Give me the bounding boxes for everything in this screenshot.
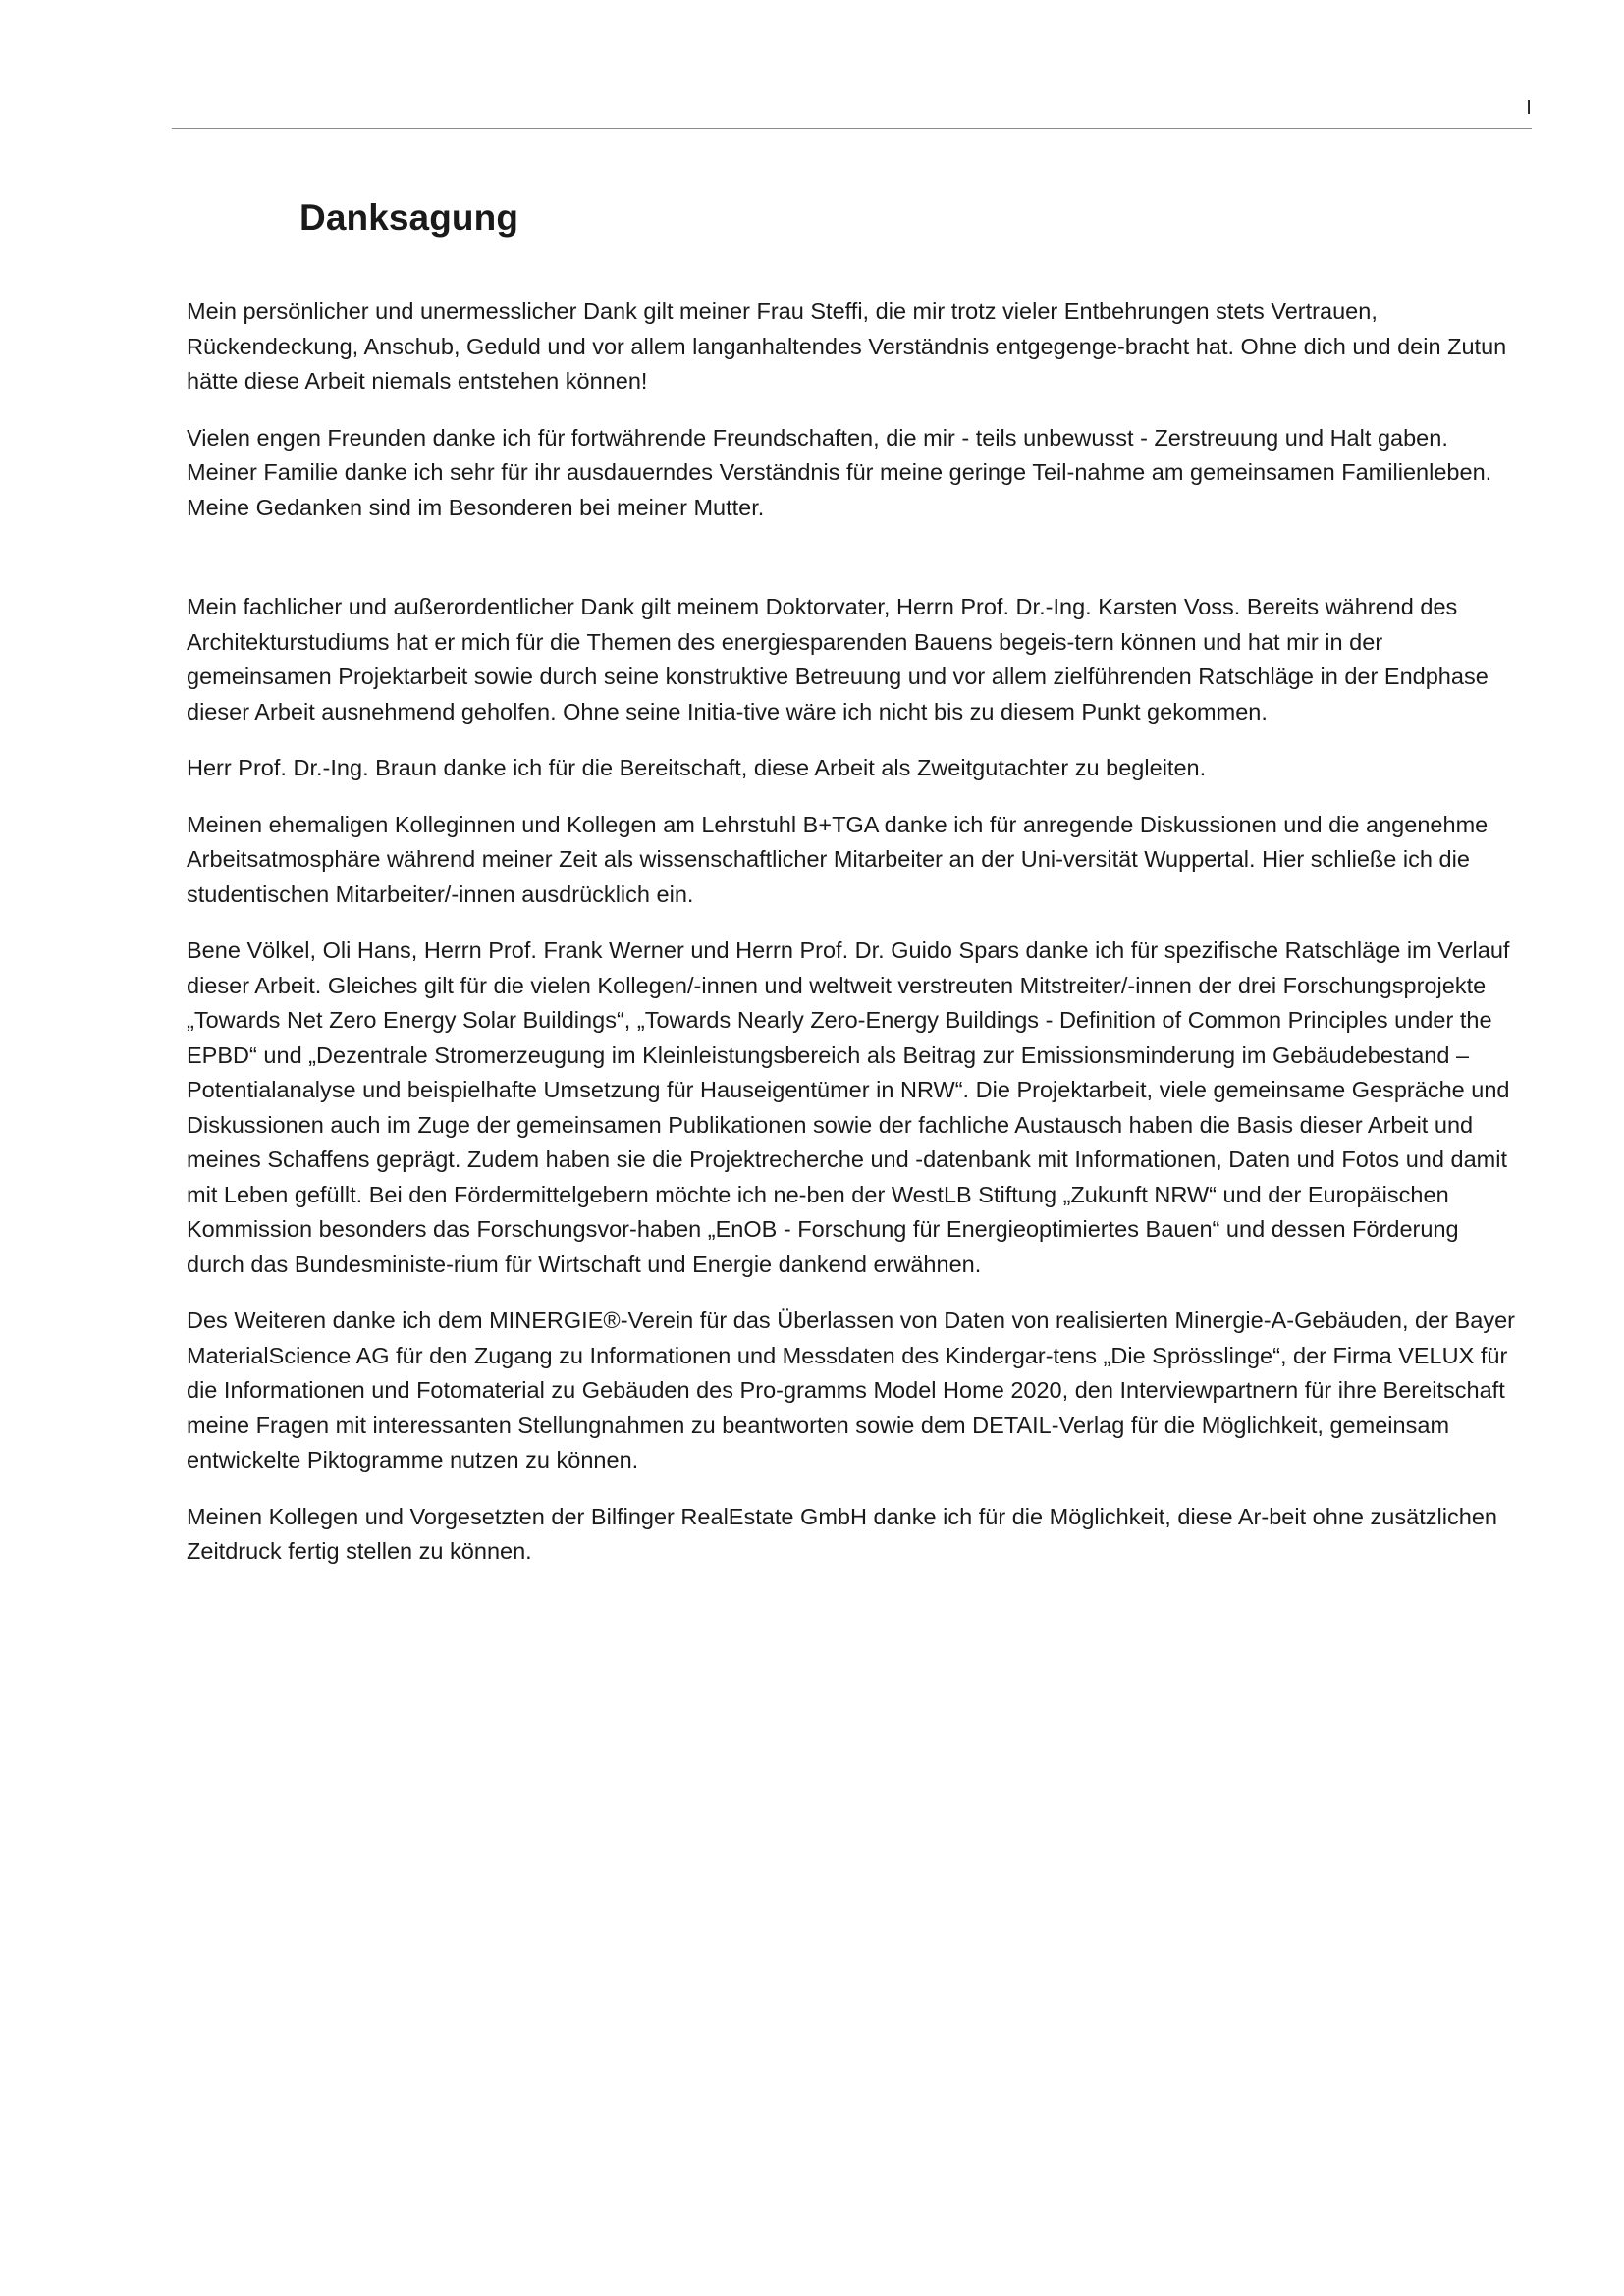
paragraph: Meinen ehemaligen Kolleginnen und Kollegen am Lehrstuhl B+TGA danke ich für anregende Diskussionen und die angenehme Arbeitsatmosphäre während meiner Zeit als wissenschaftlicher Mitarbeiter an der Uni-versität Wuppertal. Hier schließe ich die studentischen Mitarbeiter/-innen ausdrücklich ein. — [187, 811, 1489, 907]
page-title: Danksagung — [299, 197, 519, 238]
paragraph: Des Weiteren danke ich dem MINERGIE®-Verein für das Überlassen von Daten von realisierten Minergie-A-Gebäuden, der Bayer MaterialScience AG für den Zugang zu Informationen und Messdaten des Kindergar-tens „Die Sprösslinge“, der Firma VELUX für die Informationen und Fotomaterial zu Gebäuden des Pro-gramms Model Home 2020, den Interviewpartnern für ihre Bereitschaft meine Fragen mit interessanten Stellungnahmen zu beantworten sowie dem DETAIL-Verlag für die Möglichkeit, gemeinsam entwickelte Piktogramme nutzen zu können. — [187, 1308, 1516, 1472]
paragraph: Mein fachlicher und außerordentlicher Dank gilt meinem Doktorvater, Herrn Prof. Dr.-Ing. Karsten Voss. Bereits während des Architekturstudiums hat er mich für die Themen des energiesparenden Bauens begeis-tern können und hat mir in der gemeinsamen Projektarbeit sowie durch seine konstruktive Betreuung und vor allem zielführenden Ratschläge in der Endphase dieser Arbeit ausnehmend geholfen. Ohne seine Initia-tive wäre ich nicht bis zu diesem Punkt gekommen. — [187, 594, 1489, 724]
paragraph: Bene Völkel, Oli Hans, Herrn Prof. Frank Werner und Herrn Prof. Dr. Guido Spars danke ich für spezifische Ratschläge im Verlauf dieser Arbeit. Gleiches gilt für die vielen Kollegen/-innen und weltweit verstreuten Mitstreiter/-innen der drei Forschungsprojekte „Towards Net Zero Energy Solar Buildings“, „Towards Nearly Zero-Energy Buildings - Definition of Common Principles under the EPBD“ und „Dezentrale Stromerzeugung im Kleinleistungsbereich als Beitrag zur Emissionsminderung im Gebäudebestand – Potentialanalyse und beispielhafte Umsetzung für Hauseigentümer in NRW“. Die Projektarbeit, viele gemeinsame Gespräche und Diskussionen auch im Zuge der gemeinsamen Publikationen sowie der fachliche Austausch haben die Basis dieser Arbeit und meines Schaffens geprägt. Zudem haben sie die Projektrecherche und -datenbank mit Informationen, Daten und Fotos und damit mit Leben gefüllt. Bei den Fördermittelgebern möchte ich ne-ben der WestLB Stiftung „Zukunft NRW“ und der Europäischen Kommission besonders das Forschungsvor-haben „EnOB - Forschung für Energieoptimiertes Bauen“ und dessen Förderung durch das Bundesministe-rium für Wirtschaft und Energie dankend erwähnen. — [187, 937, 1510, 1277]
paragraph: Herr Prof. Dr.-Ing. Braun danke ich für die Bereitschaft, diese Arbeit als Zweitgutachter zu begleiten. — [187, 755, 1207, 780]
page-header — [172, 97, 1532, 132]
page-number: I — [1526, 97, 1532, 119]
paragraph: Meinen Kollegen und Vorgesetzten der Bilfinger RealEstate GmbH danke ich für die Möglichkeit, diese Ar-beit ohne zusätzlichen Zeitdruck fertig stellen zu können. — [187, 1503, 1497, 1564]
paragraph: Vielen engen Freunden danke ich für fortwährende Freundschaften, die mir - teils unbewusst - Zerstreuung und Halt gaben. Meiner Familie danke ich sehr für ihr ausdauerndes Verständnis für meine geringe Teil-nahme am gemeinsamen Familienleben. Meine Gedanken sind im Besonderen bei meiner Mutter. — [187, 424, 1492, 520]
header-divider — [172, 128, 1532, 129]
document-body — [187, 196, 1517, 1591]
paragraph: Mein persönlicher und unermesslicher Dank gilt meiner Frau Steffi, die mir trotz vieler Entbehrungen stets Vertrauen, Rückendeckung, Anschub, Geduld und vor allem langanhaltendes Verständnis entgegenge-bracht hat. Ohne dich und dein Zutun hätte diese Arbeit niemals entstehen können! — [187, 298, 1507, 394]
